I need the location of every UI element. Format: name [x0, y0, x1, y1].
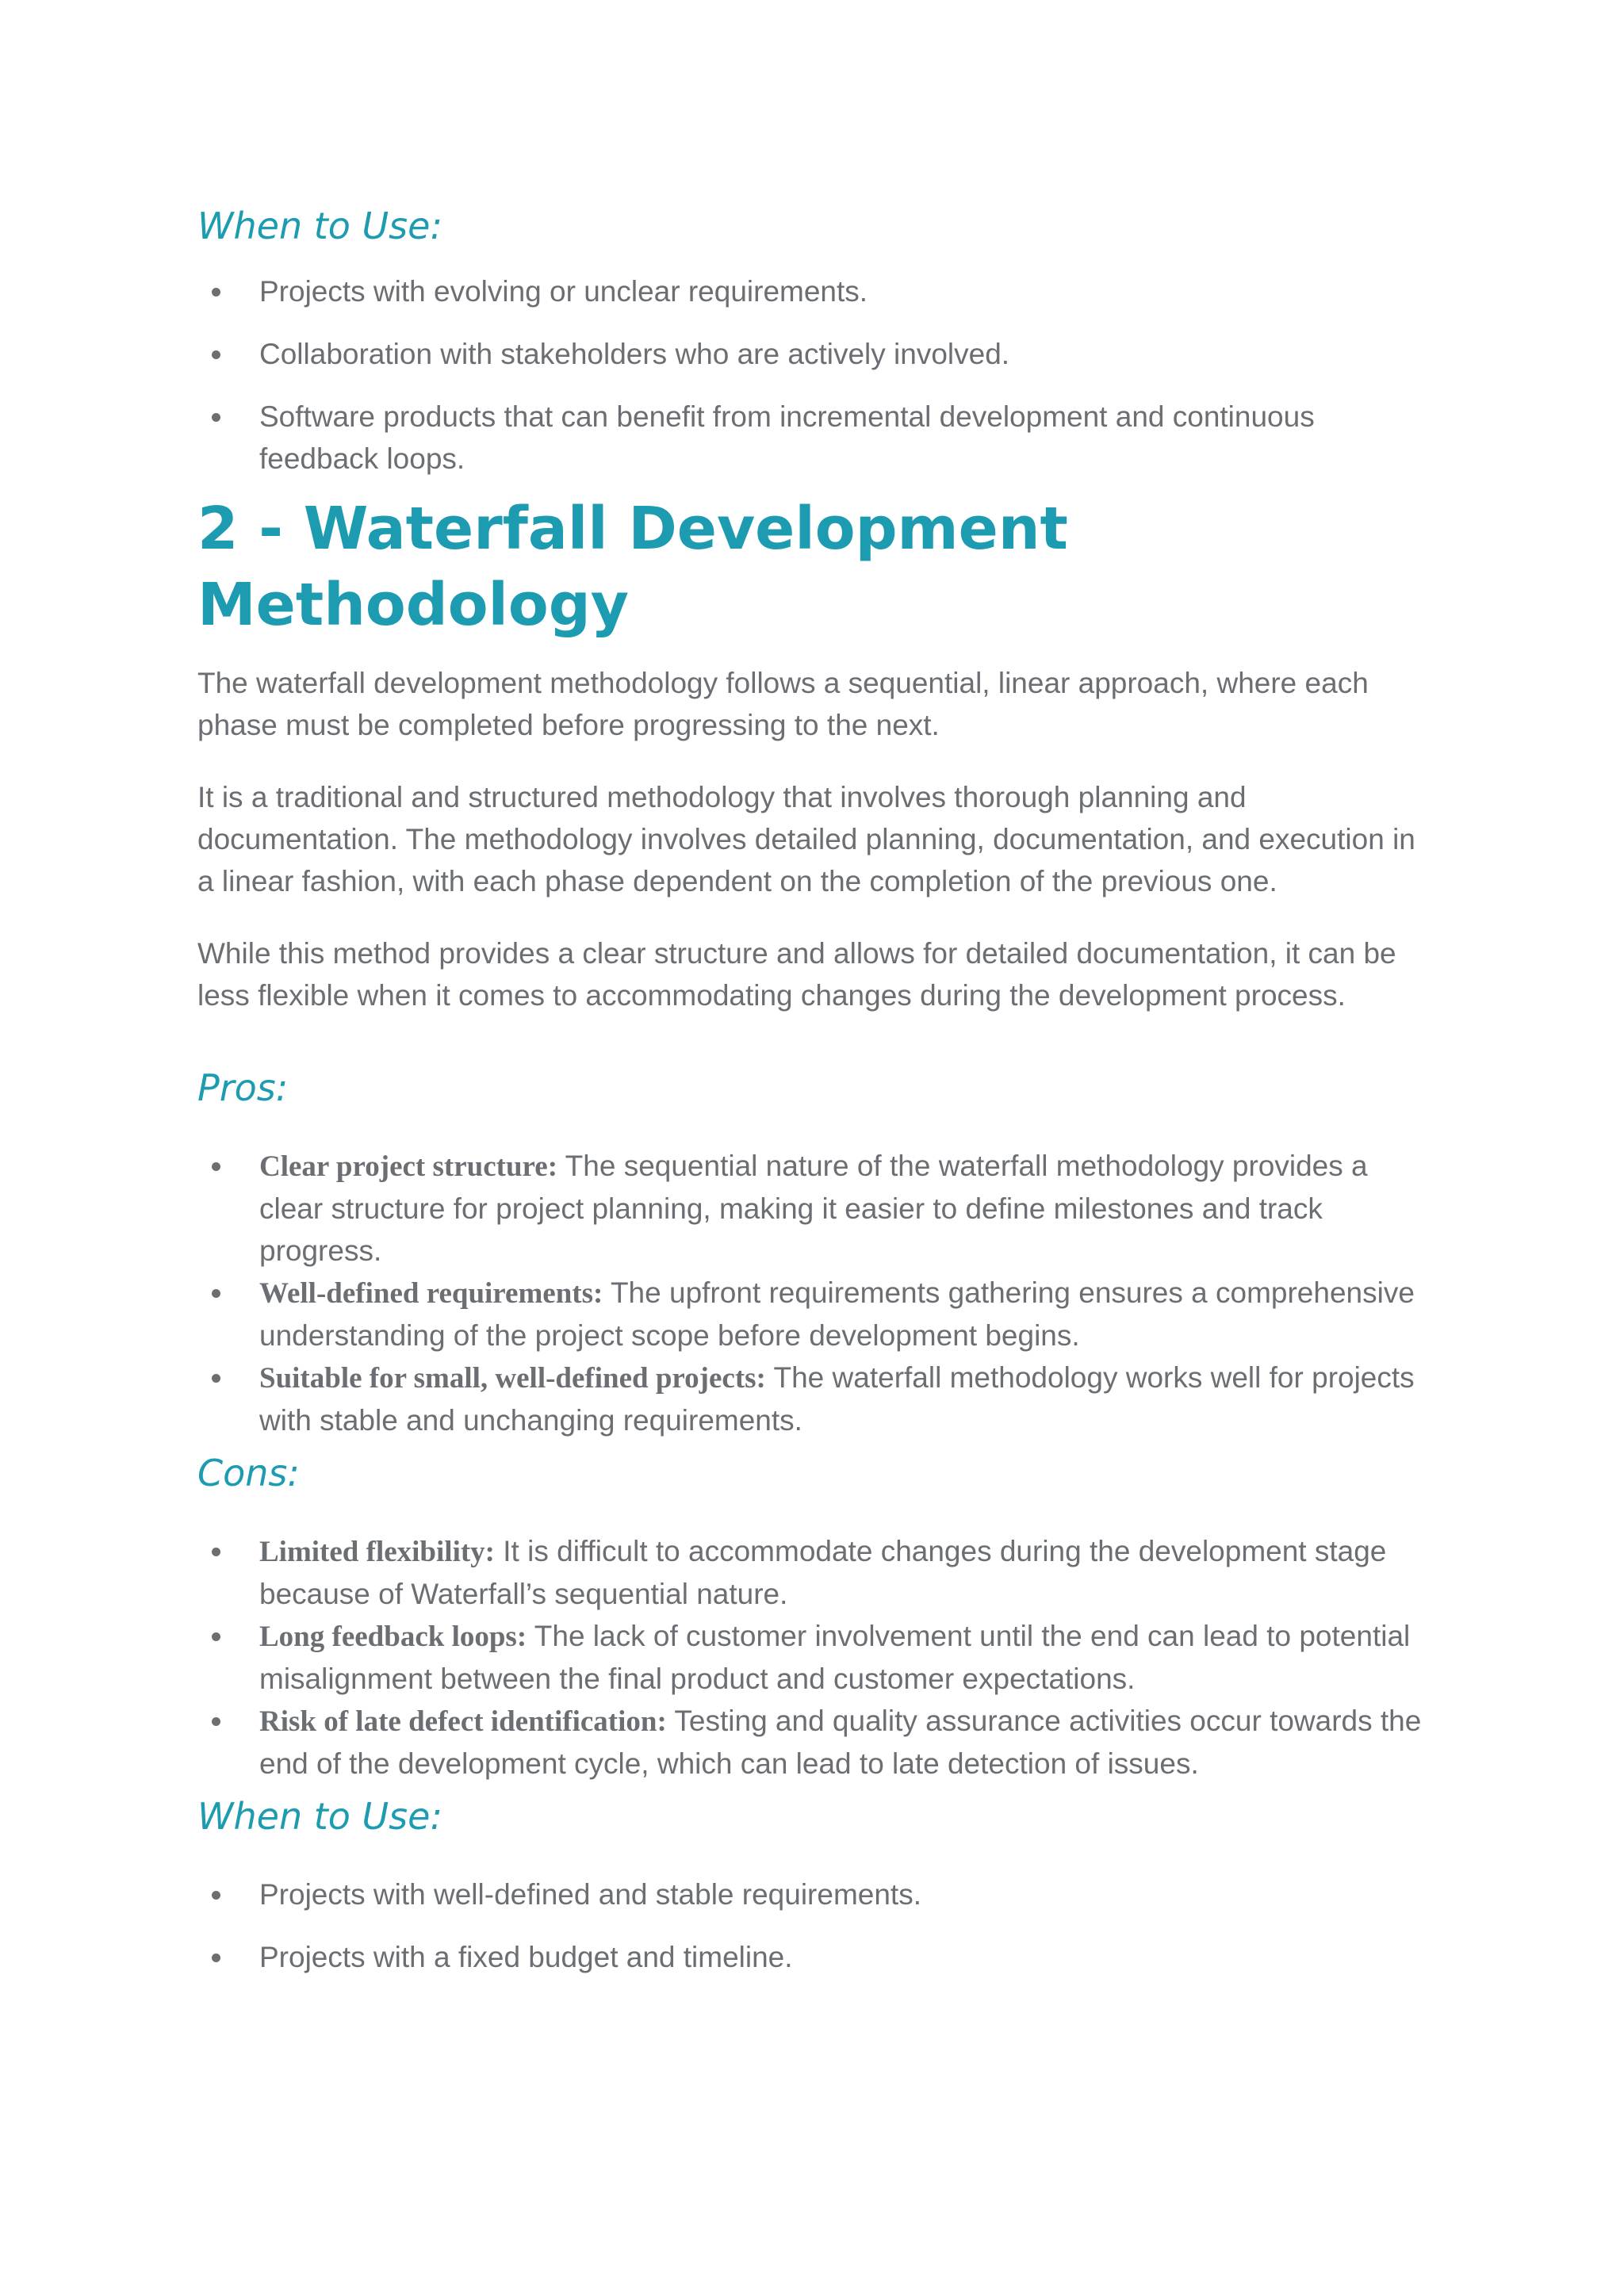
flexibility-paragraph: While this method provides a clear structure and allows for detailed documentation, it can be less flexible when it comes to accommodating changes during the development process.	[197, 937, 1396, 1012]
bullet-icon	[212, 1891, 220, 1900]
list-item: Projects with well-defined and stable requirements.	[197, 1873, 1434, 1915]
cons-list	[197, 1530, 1434, 1785]
bullet-icon	[212, 288, 220, 297]
list-item: Long feedback loops: The lack of customer involvement until the end can lead to potential misalignment between the final product and customer expectations.	[197, 1615, 1434, 1700]
document-page	[197, 202, 1434, 1999]
list-item: Suitable for small, well-defined projects: The waterfall methodology works well for projects with stable and unchanging requirements.	[197, 1357, 1434, 1441]
bullet-icon	[212, 1374, 220, 1383]
bullet-icon	[212, 413, 220, 422]
cons-heading: Cons:	[197, 1452, 300, 1494]
description-paragraph: It is a traditional and structured methodology that involves thorough planning and documentation. The methodology involves detailed planning, documentation, and execution in a linear fashion, with each phase dependent on the completion of the previous one.	[197, 781, 1415, 897]
waterfall-when-to-use-heading: When to Use:	[197, 1795, 442, 1838]
list-item: Software products that can benefit from incremental development and continuous feedback loops.	[197, 396, 1434, 480]
list-item: Projects with a fixed budget and timeline.	[197, 1936, 1434, 1978]
waterfall-when-to-use-list	[197, 1873, 1434, 1978]
when-to-use-list	[197, 270, 1434, 480]
list-item: Risk of late defect identification: Testing and quality assurance activities occur towards the end of the development cycle, which can lead to late detection of issues.	[197, 1700, 1434, 1785]
bullet-icon	[212, 350, 220, 359]
list-item: Projects with evolving or unclear requirements.	[197, 270, 1434, 312]
bullet-icon	[212, 1717, 220, 1726]
bullet-icon	[212, 1162, 220, 1171]
bullet-icon	[212, 1548, 220, 1556]
bullet-icon	[212, 1954, 220, 1962]
list-item: Collaboration with stakeholders who are actively involved.	[197, 333, 1434, 375]
pros-list	[197, 1145, 1434, 1441]
list-item: Well-defined requirements: The upfront requirements gathering ensures a comprehensive understanding of the project scope before development begins.	[197, 1272, 1434, 1357]
bullet-icon	[212, 1632, 220, 1641]
pros-heading: Pros:	[197, 1066, 289, 1109]
intro-paragraph: The waterfall development methodology follows a sequential, linear approach, where each phase must be completed before progressing to the next.	[197, 667, 1369, 741]
bullet-icon	[212, 1289, 220, 1298]
list-item: Limited flexibility: It is difficult to accommodate changes during the development stage because of Waterfall’s sequential nature.	[197, 1530, 1434, 1615]
list-item: Clear project structure: The sequential nature of the waterfall methodology provides a clear structure for project planning, making it easier to define milestones and track progress.	[197, 1145, 1434, 1272]
when-to-use-heading: When to Use:	[197, 205, 442, 247]
section-title: 2 - Waterfall Development Methodology	[197, 495, 1068, 639]
